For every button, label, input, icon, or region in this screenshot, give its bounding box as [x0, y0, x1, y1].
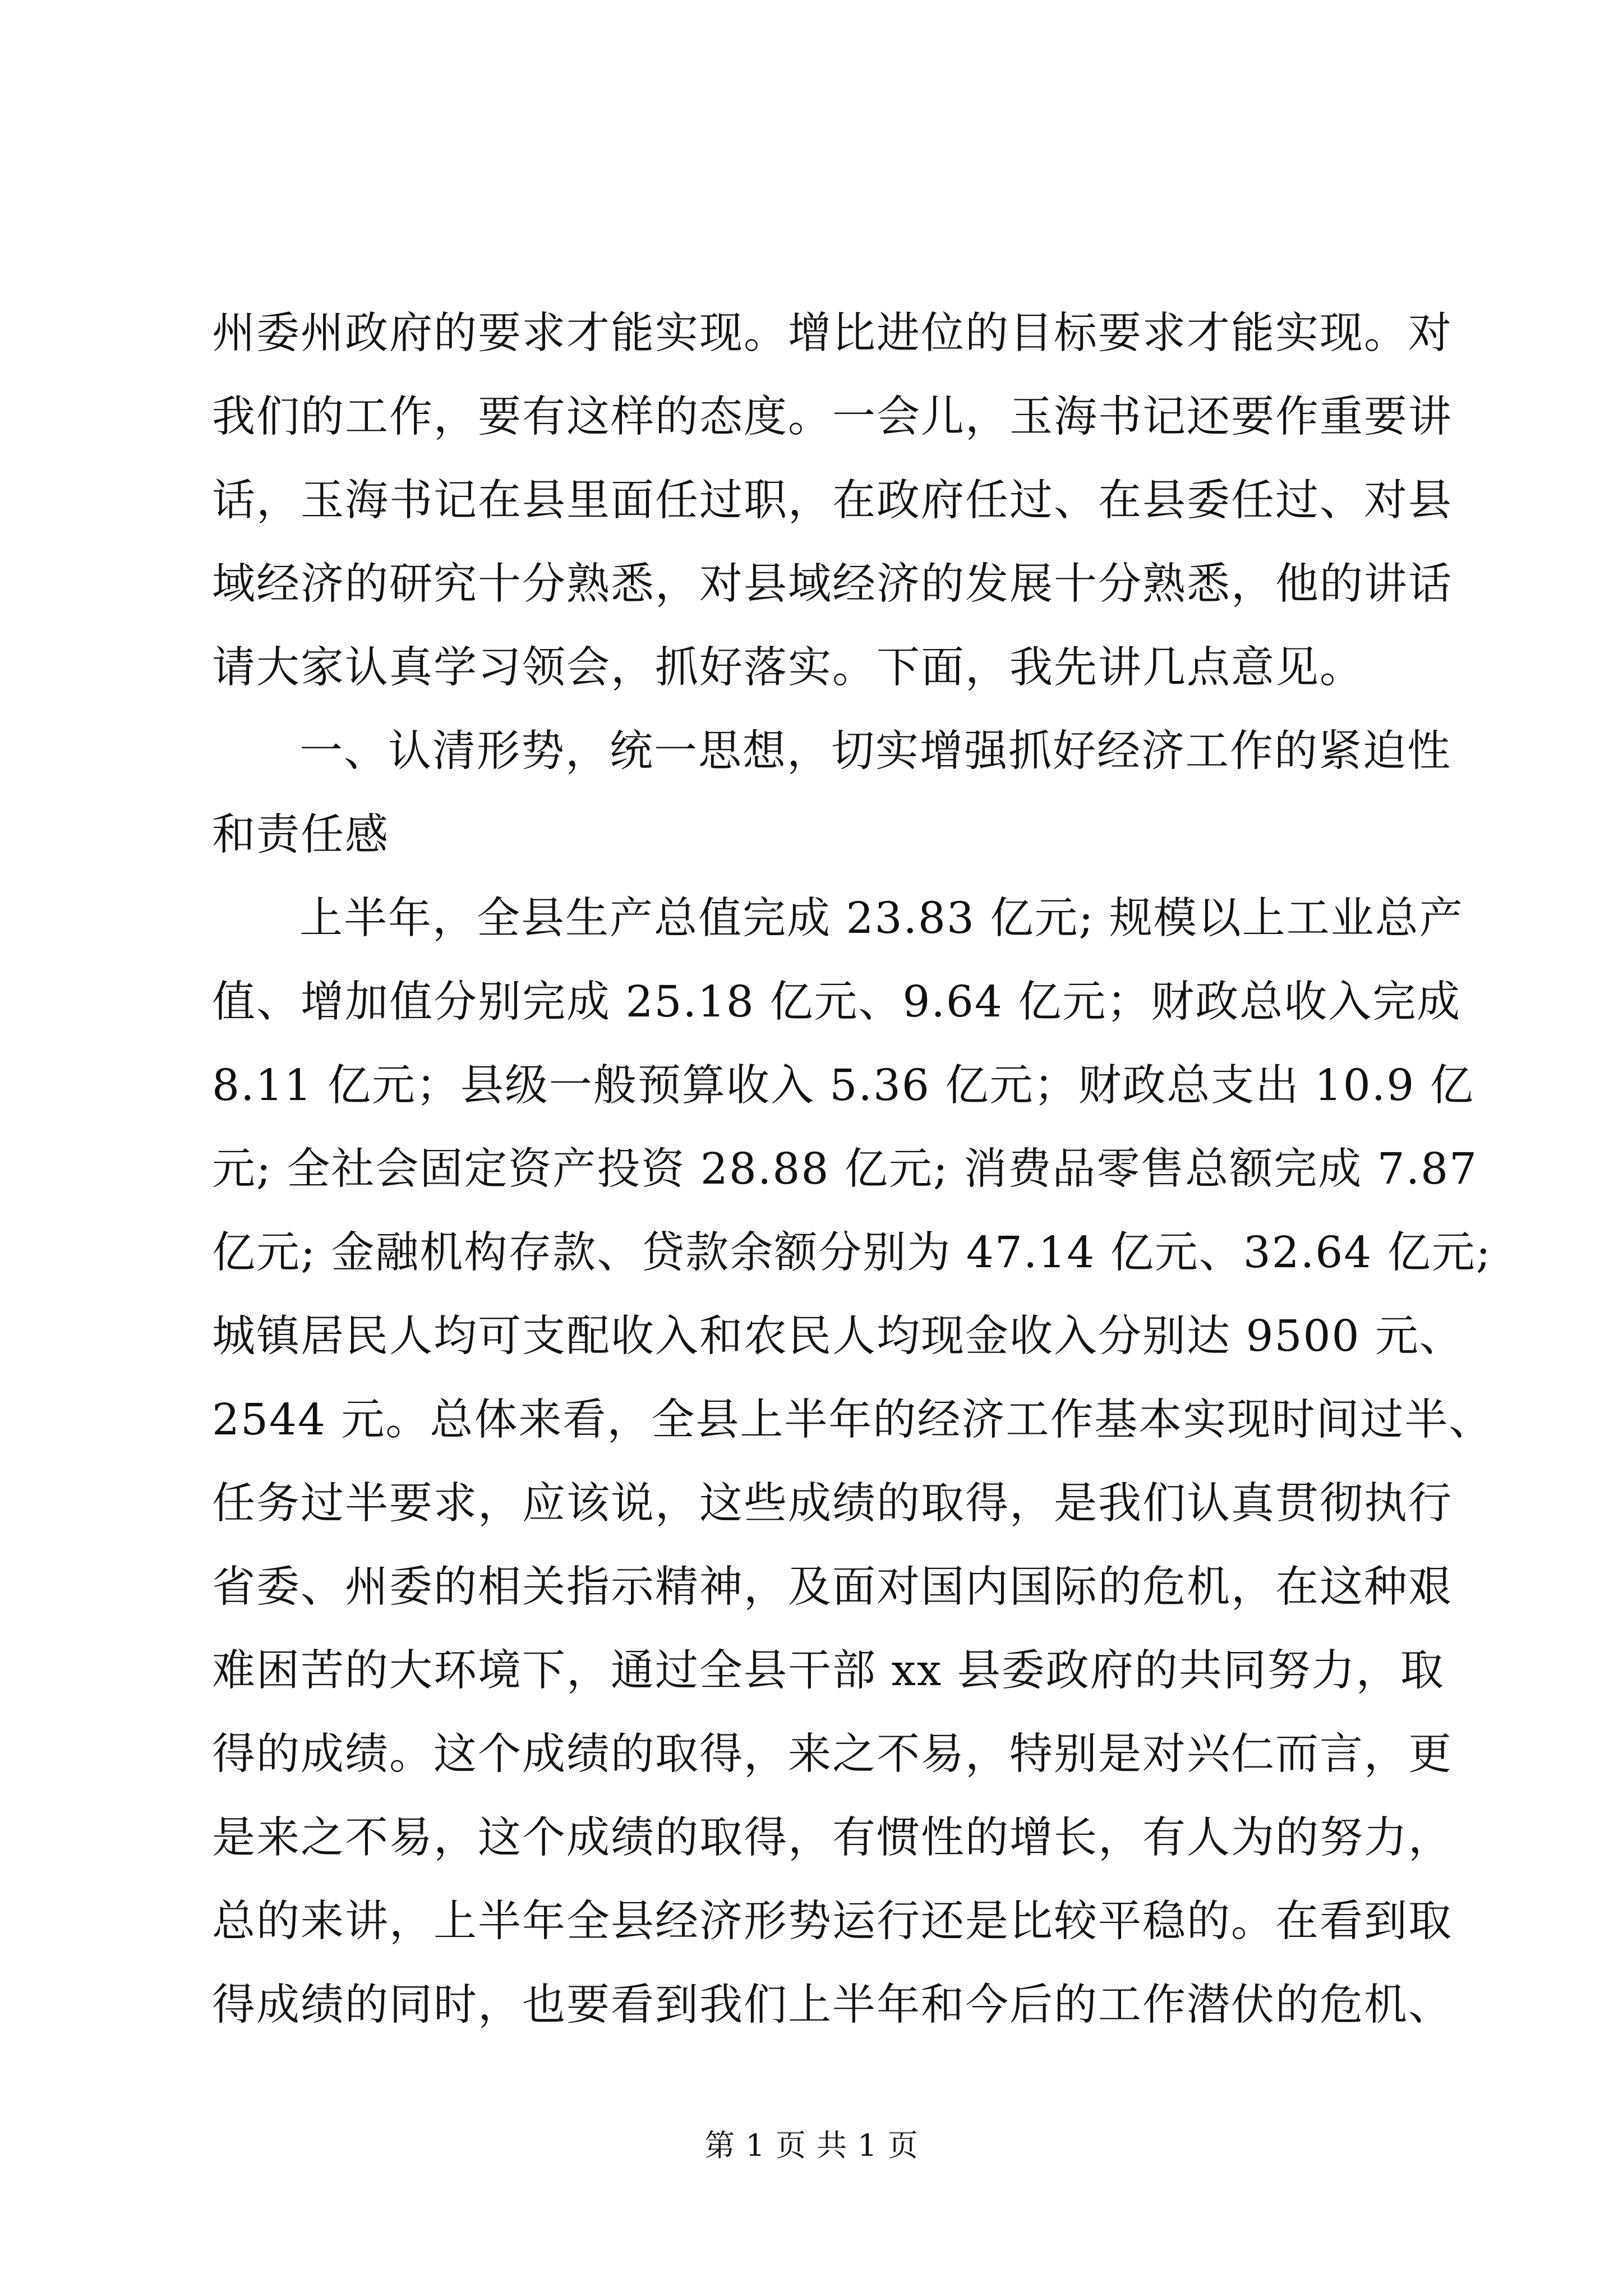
text-line: 上半年，全县生产总值完成 23.83 亿元; 规模以上工业总产 — [299, 894, 1464, 944]
text-line: 元; 全社会固定资产投资 28.88 亿元; 消费品零售总额完成 7.87 — [212, 1144, 1478, 1194]
text-line: 州委州政府的要求才能实现。增比进位的目标要求才能实现。对 — [212, 309, 1453, 358]
text-line: 8.11 亿元；县级一般预算收入 5.36 亿元；财政总支出 10.9 亿 — [212, 1061, 1474, 1111]
text-line: 值、增加值分别完成 25.18 亿元、9.64 亿元；财政总收入完成 — [212, 977, 1461, 1027]
text-line: 域经济的研究十分熟悉，对县域经济的发展十分熟悉，他的讲话 — [212, 559, 1453, 609]
text-line: 得成绩的同时，也要看到我们上半年和今后的工作潜伏的危机、 — [212, 1980, 1453, 2030]
section-heading-line: 和责任感 — [212, 810, 389, 860]
text-line: 我们的工作，要有这样的态度。一会儿，玉海书记还要作重要讲 — [212, 392, 1453, 442]
text-line: 是来之不易，这个成绩的取得，有惯性的增长，有人为的努力， — [212, 1813, 1453, 1863]
text-line: 得的成绩。这个成绩的取得，来之不易，特别是对兴仁而言，更 — [212, 1729, 1453, 1779]
text-line: 省委、州委的相关指示精神，及面对国内国际的危机，在这种艰 — [212, 1562, 1453, 1612]
page-number-footer: 第 1 页 共 1 页 — [704, 2128, 919, 2163]
text-line: 2544 元。总体来看，全县上半年的经济工作基本实现时间过半、 — [212, 1395, 1493, 1445]
section-heading-line: 一、认清形势，统一思想，切实增强抓好经济工作的紧迫性 — [299, 726, 1451, 776]
text-line: 总的来讲，上半年全县经济形势运行还是比较平稳的。在看到取 — [212, 1897, 1453, 1947]
text-line: 任务过半要求，应该说，这些成绩的取得，是我们认真贯彻执行 — [212, 1479, 1453, 1529]
document-body — [212, 292, 1493, 2047]
text-line: 请大家认真学习领会，抓好落实。下面，我先讲几点意见。 — [212, 643, 1364, 693]
text-line: 话，玉海书记在县里面任过职，在政府任过、在县委任过、对县 — [212, 476, 1453, 526]
text-line: 城镇居民人均可支配收入和农民人均现金收入分别达 9500 元、 — [212, 1312, 1464, 1361]
text-line: 亿元; 金融机构存款、贷款余额分别为 47.14 亿元、32.64 亿元; — [212, 1228, 1492, 1278]
text-line: 难困苦的大环境下，通过全县干部 xx 县委政府的共同努力，取 — [212, 1646, 1445, 1696]
